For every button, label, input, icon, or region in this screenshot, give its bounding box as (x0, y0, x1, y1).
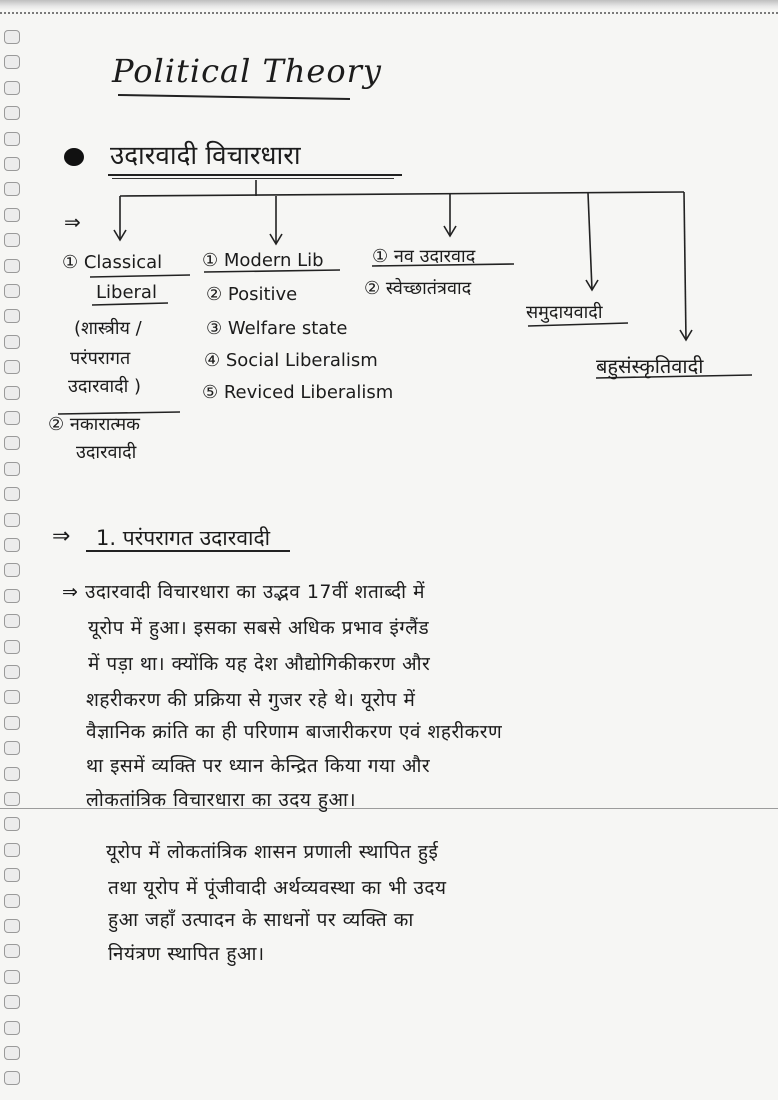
binding-hole (4, 894, 20, 908)
classical-line-6: ② नकारात्मक (48, 414, 141, 435)
modern-line-3: ③ Welfare state (206, 318, 348, 339)
multicultural-label: बहुसंस्कृतिवादी (596, 354, 704, 378)
binding-hole (4, 767, 20, 781)
modern-line-5: ⑤ Reviced Liberalism (202, 382, 394, 403)
binding-hole (4, 665, 20, 679)
binding-hole (4, 741, 20, 755)
main-heading: उदारवादी विचारधारा (110, 141, 301, 171)
binding-hole (4, 944, 20, 958)
communitarian-label: समुदायवादी (526, 302, 603, 323)
section-heading-underline (86, 550, 290, 552)
paragraph1-line-5: वैज्ञानिक क्रांति का ही परिणाम बाजारीकरण एवं शहरीकरण (86, 721, 503, 743)
binding-hole (4, 817, 20, 831)
binding-hole (4, 995, 20, 1009)
classical-line-2: Liberal (96, 282, 157, 303)
binding-hole (4, 919, 20, 933)
binding-hole (4, 690, 20, 704)
binding-hole (4, 436, 20, 450)
paragraph2-line-2: तथा यूरोप में पूंजीवादी अर्थव्यवस्था का भी उदय (108, 877, 447, 899)
page-title: Political Theory (112, 52, 382, 90)
binding-hole (4, 868, 20, 882)
binding-hole (4, 1021, 20, 1035)
binding-hole (4, 843, 20, 857)
binding-hole (4, 462, 20, 476)
binding-hole (4, 970, 20, 984)
binding-hole (4, 513, 20, 527)
binding-hole (4, 640, 20, 654)
paragraph1-line-2: यूरोप में हुआ। इसका सबसे अधिक प्रभाव इंग्लैंड (88, 617, 430, 639)
binding-hole (4, 716, 20, 730)
binding-hole (4, 614, 20, 628)
classical-line-7: उदारवादी (76, 442, 137, 463)
binding-hole (4, 563, 20, 577)
binding-hole (4, 1046, 20, 1060)
binding-hole (4, 538, 20, 552)
paragraph2-line-1: यूरोप में लोकतांत्रिक शासन प्रणाली स्थापित हुई (106, 841, 439, 863)
classical-line-4: परंपरागत (70, 348, 131, 369)
paragraph2-line-3: हुआ जहाँ उत्पादन के साधनों पर व्यक्ति का (108, 909, 414, 931)
section-arrow: ⇒ (52, 524, 71, 549)
classical-line-3: (शास्त्रीय / (74, 318, 142, 339)
binding-hole (4, 792, 20, 806)
paragraph1-line-1: ⇒ उदारवादी विचारधारा का उद्भव 17वीं शताब्दी में (62, 581, 425, 603)
paragraph1-line-3: में पड़ा था। क्योंकि यह देश औद्योगिकीकरण और (88, 653, 431, 675)
neo-line-2: ② स्वेच्छातंत्रवाद (364, 278, 472, 299)
modern-line-1: ① Modern Lib (202, 250, 324, 271)
paragraph2-line-4: नियंत्रण स्थापित हुआ। (108, 943, 265, 965)
binding-hole (4, 487, 20, 501)
tree-arrow: ⇒ (64, 210, 81, 234)
classical-line-5: उदारवादी ) (68, 376, 142, 397)
binding-hole (4, 589, 20, 603)
neo-line-1: ① नव उदारवाद (372, 246, 476, 267)
modern-line-4: ④ Social Liberalism (204, 350, 378, 371)
classical-line-1: ① Classical (62, 252, 163, 273)
paragraph1-line-6: था इसमें व्यक्ति पर ध्यान केन्द्रित किया गया और (86, 755, 431, 777)
section-heading: 1. परंपरागत उदारवादी (96, 526, 271, 550)
paragraph1-line-7: लोकतांत्रिक विचारधारा का उदय हुआ। (86, 789, 357, 811)
paragraph1-line-4: शहरीकरण की प्रक्रिया से गुजर रहे थे। यूरोप में (86, 689, 416, 711)
modern-line-2: ② Positive (206, 284, 298, 305)
binding-hole (4, 1071, 20, 1085)
